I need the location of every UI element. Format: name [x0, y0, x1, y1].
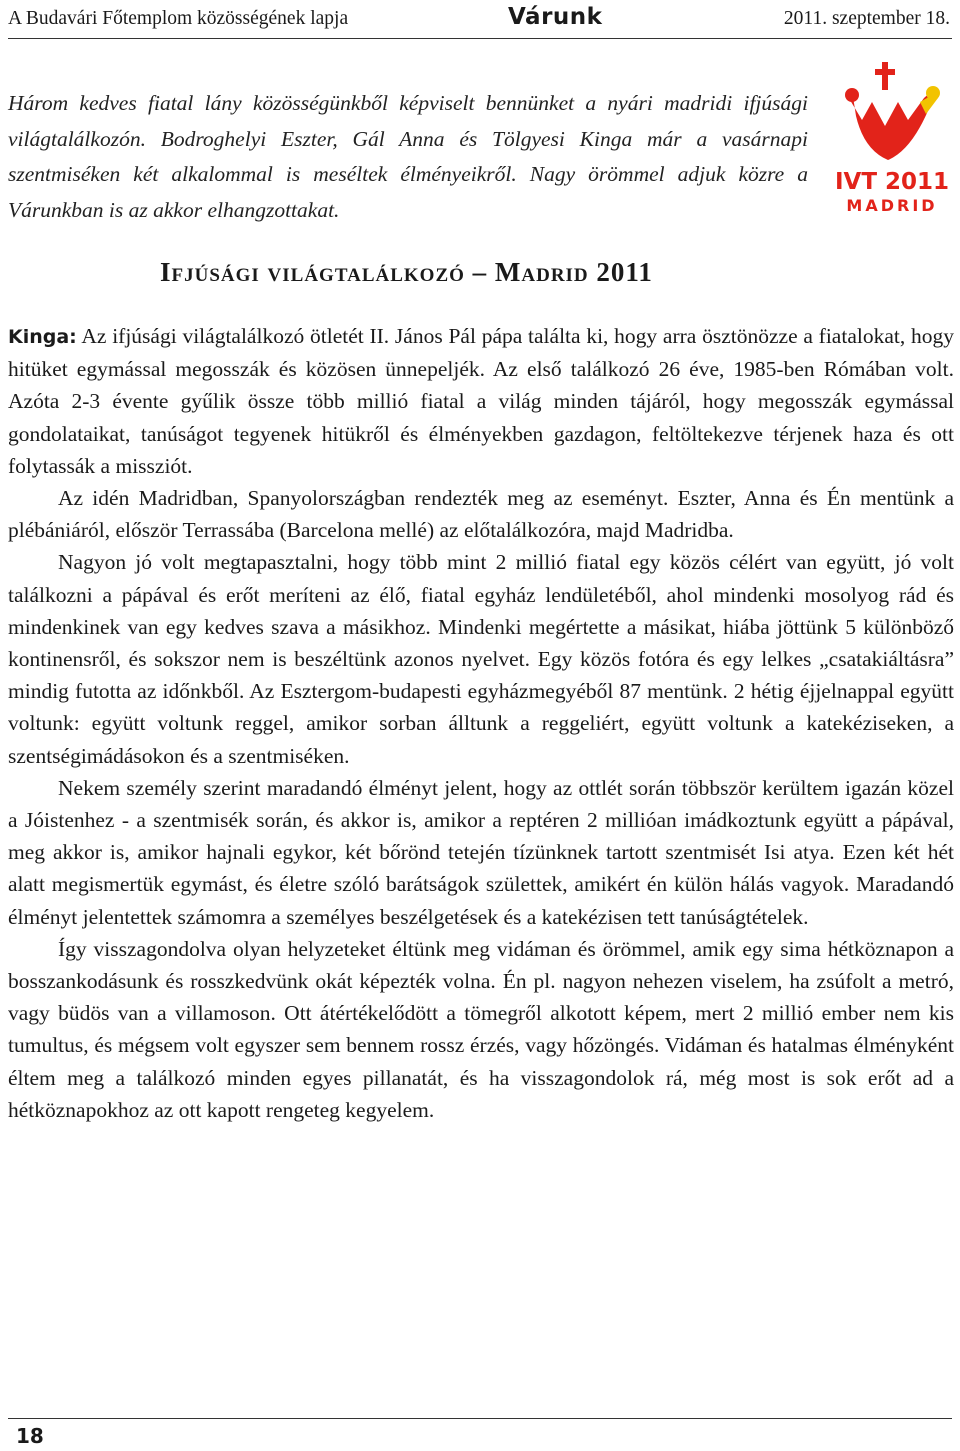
issue-date: 2011. szeptember 18. — [783, 8, 950, 29]
wyd-madrid-logo — [834, 58, 950, 216]
publication-subtitle: A Budavári Főtemplom közösségének lapja — [8, 8, 349, 29]
article-paragraph: Az idén Madridban, Spanyolországban rendezték meg az eseményt. Eszter, Anna és Én mentünk a plébániáról, először Terrassába (Barcelona mellé) az előtalálkozóra, majd Madridba. — [8, 486, 954, 543]
logo-text-madrid: MADRID — [846, 196, 938, 215]
page-header — [8, 4, 952, 39]
article-title — [160, 257, 653, 288]
article-paragraph-text: Az ifjúsági világtalálkozó ötletét II. János Pál pápa találta ki, hogy arra ösztönözze a fiatalokat, hogy hitüket egymással megosszák és közösen ünnepeljék. Az első találkozó 26 éve, 1985-ben Rómában volt. Azóta 2-3 évente gyűlik össze több millió fiatal a világ minden tájáról, hogy megosszák egymással gondolataikat, tanúságot tegyenek hitükről és élményekben gazdagon, feltöltekezve térjenek haza és ott folytassák a missziót. — [8, 324, 954, 478]
speaker-label: Kinga: — [8, 326, 77, 348]
intro-paragraph: Három kedves fiatal lány közösségünkből képviselt bennünket a nyári madridi ifjúsági világtalálkozón. Bodroghelyi Eszter, Gál Anna és Tölgyesi Kinga már a vasárnapi szentmiséken két alkalommal is meséltek élményeikről. Nagy örömmel adjuk közre a Várunkban is az akkor elhangzottakat. — [8, 91, 808, 222]
publication-title: Várunk — [508, 4, 603, 30]
logo-cross-vertical — [882, 62, 888, 90]
footer-rule — [8, 1418, 952, 1419]
article-paragraph: Nekem személy szerint maradandó élményt jelent, hogy az ottlét során többször kerültem igazán közel a Jóistenhez - a szentmisék során, és akkor is, amikor a reptéren 2 millióan imádkoztunk együtt a pápával, meg akkor is, amikor hajnali egykor, két bőrönd tetején tízünknek tartott szentmisét Isi atya. Ezen két hét alatt megismertük egymást, és életre szóló barátságok születtek, amikért én külön hálás vagyok. Maradandó élményt jelentettek számomra a személyes beszélgetések és a katekézisen tett tanúságtételek. — [8, 775, 954, 929]
logo-cross-horizontal — [875, 69, 895, 75]
article-paragraph: Nagyon jó volt megtapasztalni, hogy több mint 2 millió fiatal egy közös célért van együtt, jó volt találkozni a pápával és erőt meríteni az élő, fiatal egyház lendületéből, ahol mindenki mosolyog rád és mindenkinek van egy kedves szava a másikhoz. Mindenki megértette a másikat, hiába jöttünk 5 különböző kontinensről, és sokszor nem is beszéltünk azonos nyelvet. Egy közös fotóra és egy lelkes „csatakiáltásra” mindig futotta az időnkből. Az Esztergom-budapesti egyházmegyéből 87 mentünk. 2 hétig éjjelnappal együtt voltunk: együtt voltunk reggel, amikor sorban álltunk a reggeliért, együtt voltunk a katekéziseken, a szentségimádásokon és a szentmiséken. — [8, 550, 954, 768]
logo-text-ivt: IVT 2011 — [834, 169, 950, 195]
page-number: 18 — [16, 1424, 44, 1448]
article-title-text: Ifjúsági világtalálkozó – Madrid 2011 — [160, 257, 653, 287]
article-paragraph — [8, 320, 954, 482]
article-paragraph: Így visszagondolva olyan helyzeteket éltünk meg vidáman és örömmel, amik egy sima hétköznapon a bosszankodásunk és rosszkedvünk okát képezték volna. Én pl. nagyon nehezen viselem, ha zsúfolt a metró, vagy büdös van a villamoson. Ott átértékelődött a tömegről alkotott képem, mert 2 millió ember nem kis tumultus, és mégsem volt egyszer sem bennem rossz érzés, vagy hőzöngés. Vidáman és hatalmas élményként éltem meg a találkozó minden egyes pillanatát, és ha visszagondolok rá, még most is sok erőt ad a hétköznapokhoz az ott kapott rengeteg kegyelem. — [8, 936, 954, 1122]
logo-crown-dot-left — [845, 88, 859, 102]
article-body — [8, 320, 954, 1126]
